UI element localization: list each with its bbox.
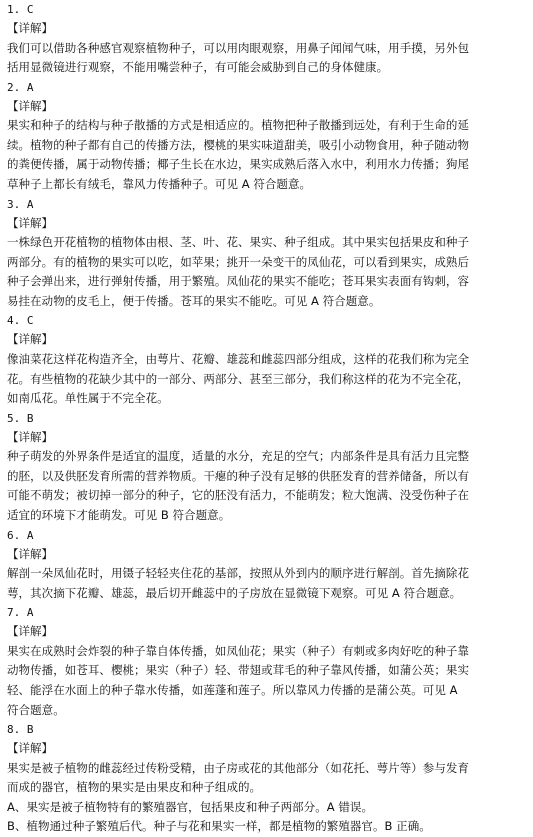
explanation-line: 动物传播，如苍耳、樱桃；果实（种子）轻、带翅或茸毛的种子靠风传播，如蒲公英；果实 xyxy=(7,663,469,678)
answer-key: 2. A xyxy=(7,80,34,94)
explanation-label: 【详解】 xyxy=(7,624,53,639)
explanation-line: 花。有些植物的花缺少其中的一部分、两部分、甚至三部分，我们称这样的花为不完全花， xyxy=(7,371,469,386)
explanation-text xyxy=(7,447,527,525)
explanation-line: 的粪便传播，属于动物传播；椰子生长在水边，果实成熟后落入水中，利用水力传播；狗尾 xyxy=(7,157,469,172)
explanation-text xyxy=(7,116,527,194)
explanation-label: 【详解】 xyxy=(7,332,53,347)
explanation-text xyxy=(7,642,527,720)
answer-key: 8. B xyxy=(7,723,34,737)
explanation-line: 可能不萌发；被切掉一部分的种子，它的胚没有活力，不能萌发；粒大饱满、没受伤种子在 xyxy=(7,488,469,503)
explanation-label: 【详解】 xyxy=(7,546,53,561)
explanation-text xyxy=(7,350,527,409)
explanation-line: B、植物通过种子繁殖后代。种子与花和果实一样，都是植物的繁殖器官。B 正确。 xyxy=(7,819,431,834)
explanation-line: 萼，其次摘下花瓣、雄蕊，最后切开雌蕊中的子房放在显微镜下观察。可见 A 符合题意。 xyxy=(7,585,462,600)
question-explanation-1 xyxy=(7,0,527,78)
explanation-label: 【详解】 xyxy=(7,21,53,35)
explanation-line: 果实在成熟时会炸裂的种子靠自体传播，如凤仙花；果实（种子）有刺或多肉好吃的种子靠 xyxy=(7,643,469,658)
explanation-line: 而成的器官，植物的果实是由果皮和种子组成的。 xyxy=(7,780,262,795)
explanation-label: 【详解】 xyxy=(7,98,53,113)
explanation-text xyxy=(7,759,527,837)
answer-key: 3. A xyxy=(7,197,34,211)
explanation-line: A、果实是被子植物特有的繁殖器官，包括果皮和种子两部分。A 错误。 xyxy=(7,799,374,814)
question-explanation-6 xyxy=(7,526,527,604)
explanation-line: 解剖一朵凤仙花时，用镊子轻轻夹住花的基部，按照从外到内的顺序进行解剖。首先摘除花 xyxy=(7,566,469,581)
explanation-text xyxy=(7,39,527,78)
explanation-line: 两部分。有的植物的果实可以吃，如苹果；挑开一朵变干的凤仙花，可以看到果实，成熟后 xyxy=(7,254,469,269)
answer-key: 6. A xyxy=(7,528,34,542)
explanation-line: 括用显微镜进行观察，不能用嘴尝种子，有可能会威胁到自己的身体健康。 xyxy=(7,60,389,75)
explanation-line: 如南瓜花。单性属于不完全花。 xyxy=(7,391,169,406)
explanation-line: 果实和种子的结构与种子散播的方式是相适应的。植物把种子散播到远处，有利于生命的延 xyxy=(7,118,469,133)
explanation-line: 种子萌发的外界条件是适宜的温度，适量的水分，充足的空气；内部条件是具有活力且完整 xyxy=(7,449,469,464)
explanation-line: 种子会弹出来，进行弹射传播，用于繁殖。凤仙花的果实不能吃；苍耳果实表面有钩刺，容 xyxy=(7,274,469,289)
question-explanation-4 xyxy=(7,311,527,408)
explanation-label: 【详解】 xyxy=(7,215,53,230)
question-explanation-5 xyxy=(7,409,527,526)
explanation-line: 我们可以借助各种感官观察植物种子，可以用肉眼观察，用鼻子闻闻气味，用手摸，另外包 xyxy=(7,40,469,55)
question-explanation-3 xyxy=(7,195,527,312)
explanation-text xyxy=(7,564,527,603)
explanation-line: 轻、能浮在水面上的种子靠水传播，如莲蓬和莲子。所以靠风力传播的是蒲公英。可见 A xyxy=(7,682,458,697)
explanation-line: 易挂在动物的皮毛上，便于传播。苍耳的果实不能吃。可见 A 符合题意。 xyxy=(7,293,381,308)
explanation-line: 续。植物的种子都有自己的传播方法，樱桃的果实味道甜美，吸引小动物食用，种子随动物 xyxy=(7,137,469,152)
question-explanation-2 xyxy=(7,78,527,195)
explanation-line: 一株绿色开花植物的植物体由根、茎、叶、花、果实、种子组成。其中果实包括果皮和种子 xyxy=(7,235,469,250)
answer-key: 4. C xyxy=(7,314,34,328)
question-explanation-8 xyxy=(7,720,527,837)
answer-key: 1. C xyxy=(7,3,34,16)
explanation-line: 果实是被子植物的雌蕊经过传粉受精，由子房或花的其他部分（如花托、萼片等）参与发育 xyxy=(7,760,469,775)
explanation-text xyxy=(7,233,527,311)
explanation-line: 符合题意。 xyxy=(7,702,65,717)
explanation-line: 像油菜花这样花构造齐全，由萼片、花瓣、雄蕊和雌蕊四部分组成，这样的花我们称为完全 xyxy=(7,351,469,366)
explanation-label: 【详解】 xyxy=(7,429,53,444)
explanation-line: 草种子上都长有绒毛，靠风力传播种子。可见 A 符合题意。 xyxy=(7,176,312,191)
question-explanation-7 xyxy=(7,603,527,720)
explanation-label: 【详解】 xyxy=(7,741,53,756)
answer-key: 7. A xyxy=(7,606,34,620)
answer-key: 5. B xyxy=(7,411,34,425)
explanation-line: 的胚，以及供胚发育所需的营养物质。干瘪的种子没有足够的供胚发育的营养储备，所以有 xyxy=(7,468,469,483)
explanation-line: 适宜的环境下才能萌发。可见 B 符合题意。 xyxy=(7,508,231,522)
